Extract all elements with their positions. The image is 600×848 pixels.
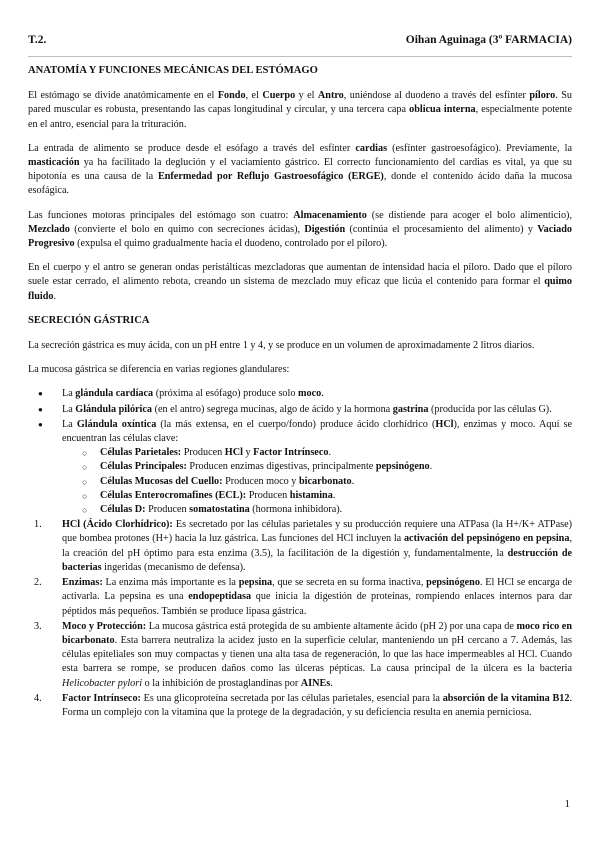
- paragraph-cardias: La entrada de alimento se produce desde el esófago a través del esfínter cardias (esfínter gastroesofágico). Previamente, la masticación ya ha facilitado la deglución y el vaciamiento gástrico. El correcto funcionamiento del cardias es vital, ya que su hipotonía es una causa de la Enfermedad por Reflujo Gastroesofágico (ERGE), donde el contenido ácido daña la mucosa esofágica.: [28, 142, 573, 197]
- list-item-ecl-cells: ○ Células Enterocromafines (ECL): Producen histamina.: [62, 489, 572, 503]
- paragraph-peristalsis: En el cuerpo y el antro se generan ondas peristálticas mezcladoras que aumentan de intensidad hacia el píloro. Dado que el píloro suele estar cerrado, el alimento rebota, creando un sistema de mezclado muy eficaz que licúa el contenido para formar el quimo fluido.: [28, 262, 572, 302]
- list-item-enzymes: 2. Enzimas: La enzima más importante es la pepsina, que se secreta en su forma inactiva, pepsinógeno. El HCl se encarga de activarla. La pepsina es una endopeptidasa que inicia la digestión de proteínas, rompiendo enlaces internos para dar péptidos más pequeños. También se produce lipasa gástrica.: [34, 577, 572, 617]
- page-header: [28, 34, 572, 50]
- gland-list: [28, 387, 572, 517]
- cell-type-list: [62, 446, 572, 517]
- list-item-mucus-protection: 3. Moco y Protección: La mucosa gástrica está protegida de su ambiente altamente ácido (pH 2) por una capa de moco rico en bicarbonato. Esta barrera neutraliza la acidez justo en la superficie celular, manteniendo un pH cercano a 7. Además, las células epiteliales son muy compactas y tienen una alta tasa de regeneración, lo que las hace impermeables al HCl. Cuando esta barrera se rompe, se producen daños como las úlceras pépticas. La causa principal de la úlcera es la bacteria Helicobacter pylori o la inhibición de prostaglandinas por AINEs.: [34, 620, 572, 689]
- secretion-components-list: [28, 518, 572, 720]
- page-content: [28, 64, 572, 721]
- section-title-secretion: SECRECIÓN GÁSTRICA: [28, 314, 150, 326]
- list-item-intrinsic-factor: 4. Factor Intrínseco: Es una glicoproteína secretada por las células parietales, esencial para la absorción de la vitamina B12. Forma un complejo con la vitamina que la protege de la degradación, y su deficiencia resulta en anemia perniciosa.: [34, 692, 573, 718]
- paragraph-glandular-regions: La mucosa gástrica se diferencia en varias regiones glandulares:: [28, 364, 290, 376]
- list-item-pyloric-gland: ● La Glándula pilórica (en el antro) segrega mucinas, algo de ácido y la hormona gastrina (producida por las células G).: [28, 403, 572, 417]
- header-author: Oihan Aguinaga (3º FARMACIA): [405, 34, 572, 46]
- paragraph-secretion-ph: La secreción gástrica es muy ácida, con un pH entre 1 y 4, y se produce en un volumen de aproximadamente 2 litros diarios.: [28, 340, 535, 352]
- page-number: 1: [564, 798, 570, 810]
- list-item-cardiac-gland: ● La glándula cardíaca (próxima al esófago) produce solo moco.: [28, 387, 572, 401]
- list-item-chief-cells: ○ Células Principales: Producen enzimas digestivas, principalmente pepsinógeno.: [62, 460, 572, 474]
- header-divider: [28, 56, 572, 57]
- section-title-anatomy: ANATOMÍA Y FUNCIONES MECÁNICAS DEL ESTÓMAGO: [28, 65, 318, 76]
- list-item-parietal-cells: ○ Células Parietales: Producen HCl y Factor Intrínseco.: [62, 446, 572, 460]
- list-item-oxyntic-gland: ● La Glándula oxíntica (la más extensa, en el cuerpo/fondo) produce ácido clorhídrico (HCl), enzimas y moco. Aquí se encuentran las células clave: ○ Células Parietales: Producen HCl y Factor Intrínseco. ○ Células Principales: Producen enzimas digestivas, principalmente pepsinógeno. ○ Células Mucosas del Cuello: Producen moco y bicarbonato. ○ Células Enterocromafines (ECL): Producen histamina. ○ Células D: Producen somatostatina (hormona inhibidora).: [28, 418, 572, 517]
- list-item-mucous-neck-cells: ○ Células Mucosas del Cuello: Producen moco y bicarbonato.: [62, 475, 572, 489]
- list-item-hcl: 1. HCl (Ácido Clorhídrico): Es secretado por las células parietales y su producción requiere una ATPasa (la H+/K+ ATPase) que bombea protones (H+) hacia la luz gástrica. Las funciones del HCl incluyen la activación del pepsinógeno en pepsina, la creación del pH óptimo para esta enzima (3.5), la facilitación de la digestión y, fundamentalmente, la destrucción de bacterias ingeridas (mecanismo de defensa).: [34, 519, 573, 573]
- paragraph-anatomy: El estómago se divide anatómicamente en el Fondo, el Cuerpo y el Antro, uniéndose al duodeno a través del esfínter píloro. Su pared muscular es robusta, presentando las capas longitudinal y circular, y una tercera capa oblicua interna, especialmente potente en el antro, esencial para la trituración.: [28, 90, 572, 130]
- paragraph-motor-functions: Las funciones motoras principales del estómago son cuatro: Almacenamiento (se distiende para acoger el bolo alimenticio), Mezclado (convierte el bolo en quimo con secreciones ácidas), Digestión (continúa el procesamiento del alimento) y Vaciado Progresivo (expulsa el quimo gradualmente hacia el duodeno, controlado por el píloro).: [28, 209, 572, 250]
- header-topic: T.2.: [28, 34, 47, 46]
- list-item-d-cells: ○ Células D: Producen somatostatina (hormona inhibidora).: [62, 503, 572, 517]
